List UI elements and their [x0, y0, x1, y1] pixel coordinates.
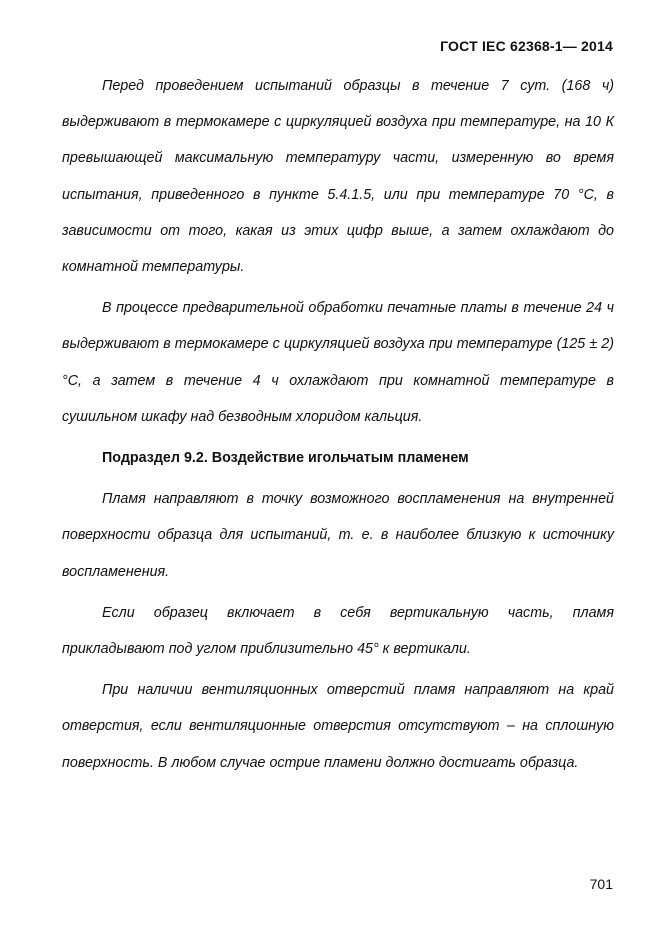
section-title: Подраздел 9.2. Воздействие игольчатым пламенем — [102, 450, 469, 467]
document-body — [62, 68, 614, 786]
paragraph-flame-application: Пламя направляют в точку возможного воспламенения на внутренней поверхности образца для испытаний, т. е. в наиболее близкую к источнику воспламенения. — [62, 491, 614, 580]
page-number: 701 — [589, 876, 613, 892]
paragraph-ventilation-openings: При наличии вентиляционных отверстий пламя направляют на край отверстия, если вентиляционные отверстия отсутствуют – на сплошную поверхность. В любом случае острие пламени должно достигать образца. — [62, 682, 614, 771]
paragraph-vertical-part: Если образец включает в себя вертикальную часть, пламя прикладывают под углом приблизительно 45° к вертикали. — [62, 604, 614, 658]
paragraph-pretreatment-boards: В процессе предварительной обработки печатные платы в течение 24 ч выдерживают в термокамере с циркуляцией воздуха при температуре (125 ± 2) °С, а затем в течение 4 ч охлаждают при комнатной температуре в сушильном шкафу над безводным хлоридом кальция. — [62, 300, 614, 425]
document-header: ГОСТ IEC 62368-1— 2014 — [440, 38, 613, 54]
paragraph-pretreatment-samples: Перед проведением испытаний образцы в течение 7 сут. (168 ч) выдерживают в термокамере с циркуляцией воздуха при температуре, на 10 К превышающей максимальную температуру части, измеренную во время испытания, приведенного в пункте 5.4.1.5, или при температуре 70 °С, в зависимости от того, какая из этих цифр выше, а затем охлаждают до комнатной температуры. — [62, 78, 614, 276]
